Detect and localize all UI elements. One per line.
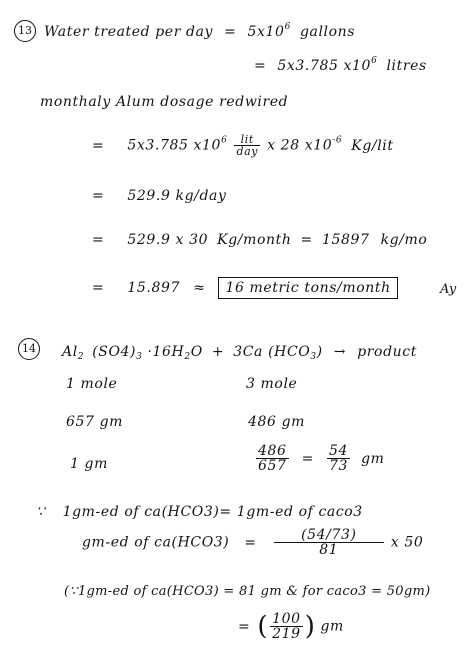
multiplier: x 50	[390, 534, 424, 551]
gram-equivalent-fraction	[274, 528, 384, 557]
mass-right: 486 gm	[248, 414, 306, 430]
equals-sign: =	[92, 188, 105, 204]
one-gram-ratio	[254, 444, 385, 473]
fraction-denominator: 657	[258, 458, 287, 474]
equals-sign: =	[224, 24, 237, 40]
water-treated-line	[44, 24, 355, 40]
equals-sign: =	[92, 137, 105, 154]
unit-label: gm	[361, 450, 385, 467]
dosage-factor: 5x3.785 x10	[127, 137, 222, 154]
exponent: 6	[284, 22, 291, 32]
unit-label: litres	[386, 58, 427, 74]
question-number-14: 14	[18, 338, 40, 360]
fraction-numerator: lit	[234, 134, 260, 146]
equals-sign: =	[301, 450, 314, 467]
question-number-13: 13	[14, 20, 36, 42]
dosage-multiplier: x 28 x10	[267, 137, 333, 154]
equals-sign: =	[244, 534, 257, 551]
exponent: 6	[221, 135, 228, 146]
fraction-54-73	[327, 444, 350, 473]
approx-sign: ≈	[193, 280, 206, 296]
close-paren: )	[304, 611, 316, 642]
unit-label: Kg/month	[217, 232, 292, 248]
reaction-arrow: →	[333, 344, 347, 360]
gram-equivalent-line	[82, 528, 423, 557]
fraction-numerator: 486	[258, 443, 287, 459]
unit-label: kg/mo	[380, 232, 428, 248]
result-fraction	[270, 612, 303, 641]
open-paren: (	[257, 611, 269, 642]
gram-equivalent-label: gm-ed of ca(HCO3)	[82, 534, 230, 551]
fraction-denominator: 81	[319, 542, 339, 558]
monthly-multiplication: 529.9 x 30	[127, 232, 209, 248]
tons-value: 15.897	[127, 280, 180, 296]
sulfate-group: (SO4)	[92, 344, 137, 360]
exponent: 6	[371, 56, 378, 66]
litres-conversion-line	[254, 58, 427, 74]
fraction-486-657	[256, 444, 289, 473]
equals-sign: =	[300, 232, 313, 248]
final-result-line	[238, 612, 344, 641]
subscript: 3	[136, 352, 143, 362]
calcium-term: 3Ca	[233, 344, 264, 360]
aluminium-symbol: Al	[62, 344, 78, 360]
final-answer-line	[92, 280, 398, 296]
fraction-numerator: 100	[272, 611, 301, 627]
moles-left: 1 mole	[66, 376, 118, 392]
signature-mark: Ay	[440, 282, 457, 297]
lit-per-day-fraction	[234, 134, 260, 157]
plus-sign: +	[211, 344, 225, 360]
monthly-dosage-line	[92, 232, 427, 248]
subscript: 2	[184, 352, 191, 362]
oxygen-symbol: O	[190, 344, 203, 360]
dosage-calculation-line	[92, 134, 394, 157]
equivalent-weight-note: (∵1gm-ed of ca(HCO3) = 81 gm & for caco3 = 50gm)	[64, 584, 431, 599]
monthly-dosage-value: 15897	[321, 232, 370, 248]
equals-sign: =	[92, 232, 105, 248]
equivalence-text: 1gm-ed of ca(HCO3)= 1gm-ed of caco3	[62, 504, 363, 520]
unit-label: gm	[320, 618, 344, 635]
moles-right: 3 mole	[246, 376, 298, 392]
one-gram-left: 1 gm	[70, 456, 108, 472]
unit-label: Kg/lit	[351, 137, 394, 154]
equals-sign: =	[92, 280, 105, 296]
equals-sign: =	[254, 58, 267, 74]
equivalence-statement	[36, 504, 363, 520]
bicarbonate-group: (HCO	[268, 344, 311, 360]
daily-dosage-value: 529.9 kg/day	[127, 188, 227, 204]
subscript: 2	[77, 352, 85, 362]
unit-label: gallons	[299, 24, 356, 40]
litres-value: 5x3.785 x10	[277, 58, 372, 74]
fraction-denominator: 73	[329, 458, 349, 474]
reaction-equation	[62, 344, 417, 360]
alum-dosage-heading: monthaly Alum dosage redwired	[40, 94, 289, 110]
product-label: product	[357, 344, 417, 360]
water-of-hydration: ·16H	[147, 344, 185, 360]
fraction-numerator: 54	[329, 443, 349, 459]
mass-left: 657 gm	[66, 414, 124, 430]
water-treated-label: Water treated per day	[44, 24, 214, 40]
equals-sign: =	[238, 618, 251, 635]
daily-dosage-line	[92, 188, 227, 204]
exponent: -6	[332, 135, 343, 146]
subscript: 3	[310, 352, 317, 362]
water-treated-value: 5x10	[247, 24, 285, 40]
fraction-numerator: (54/73)	[274, 528, 384, 543]
fraction-denominator: day	[236, 145, 259, 158]
boxed-answer: 16 metric tons/month	[218, 277, 397, 299]
close-paren: )	[316, 344, 323, 360]
because-symbol: ∵	[36, 504, 46, 520]
fraction-denominator: 219	[272, 626, 301, 642]
